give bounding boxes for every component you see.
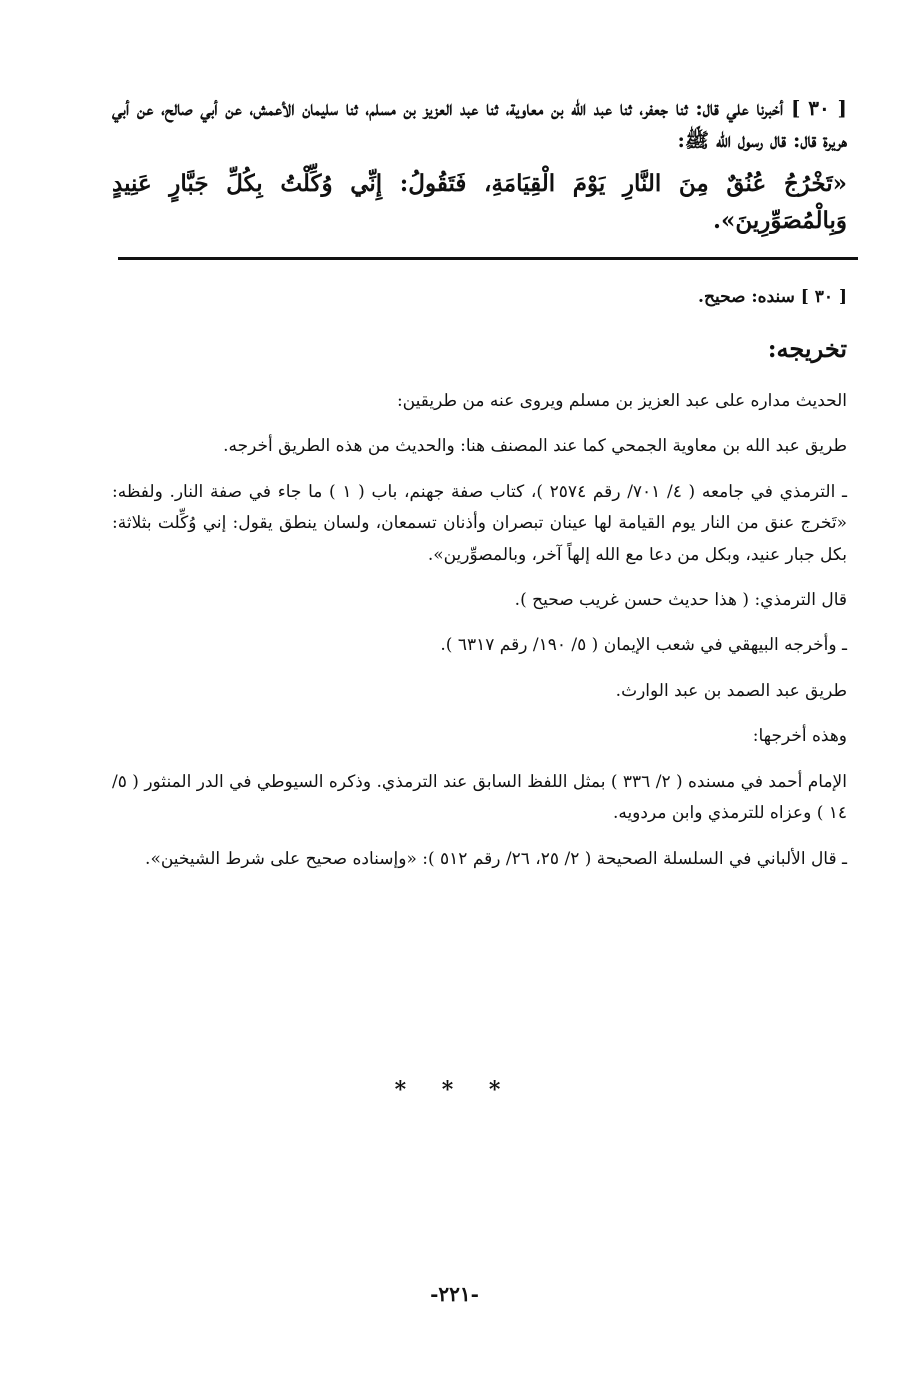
hadith-matn: «تَخْرُجُ عُنُقٌ مِنَ النَّارِ يَوْمَ الْقِيَامَةِ، فَتَقُولُ: إِنِّي وُكِّلْتُ بِكُلِّ جَبَّارٍ عَنِيدٍ وَبِالْمُصَوِّرِينَ».: [112, 170, 847, 234]
footnotes: [112, 282, 847, 889]
footnote-paragraph: قال الترمذي: ( هذا حديث حسن غريب صحيح ).: [514, 590, 847, 611]
section-separator: * * *: [394, 1077, 515, 1103]
footnote-paragraph: ـ قال الألباني في السلسلة الصحيحة ( ٢/ ٢٥، ٢٦/ رقم ٥١٢ ): «وإسناده صحيح على شرط الشيخين».: [145, 848, 847, 869]
hadith-text: [112, 92, 847, 250]
sanad-grade: [ ٣٠ ] سنده: صحيح.: [698, 287, 847, 307]
footnote-paragraph: ـ وأخرجه البيهقي في شعب الإيمان ( ٥/ ١٩٠/ رقم ٦٣١٧ ).: [440, 635, 847, 656]
page-number: -٢٢١-: [430, 1282, 479, 1306]
takhrij-heading: تخريجه:: [767, 334, 847, 364]
footnote-paragraph: طريق عبد الصمد بن عبد الوارث.: [615, 680, 847, 701]
footnote-paragraph: الحديث مداره على عبد العزيز بن مسلم ويروى عنه من طريقين:: [396, 390, 847, 411]
footnote-paragraph: الإمام أحمد في مسنده ( ٢/ ٣٣٦ ) بمثل اللفظ السابق عند الترمذي. وذكره السيوطي في الدر المنثور ( ٥/ ١٤ ) وعزاه للترمذي وابن مردويه.: [112, 771, 847, 824]
footnote-paragraph: وهذه أخرجها:: [752, 726, 847, 747]
footnote-divider: [118, 257, 858, 260]
footnote-paragraph: طريق عبد الله بن معاوية الجمحي كما عند المصنف هنا: والحديث من هذه الطريق أخرجه.: [223, 436, 847, 457]
footnote-paragraph: ـ الترمذي في جامعه ( ٤/ ٧٠١/ رقم ٢٥٧٤ )، كتاب صفة جهنم، باب ( ١ ) ما جاء في صفة النار. ولفظه: «تَخرج عنق من النار يوم القيامة لها عينان تبصران وأذنان تسمعان، ولسان ينطق يقول: إني وُكِّلت بثلاثة: بكل جبار عنيد، وبكل من دعا مع الله إلهاً آخر، وبالمصوِّرين».: [112, 481, 847, 565]
hadith-isnad: [ ٣٠ ] أخبرنا علي قال: ثنا جعفر، ثنا عبد الله بن معاوية، ثنا عبد العزيز بن مسلم، ثنا سليمان الأعمش، عن أبي صالح، عن أبي هريرة قال: قال رسول الله ﷺ:: [112, 96, 847, 152]
